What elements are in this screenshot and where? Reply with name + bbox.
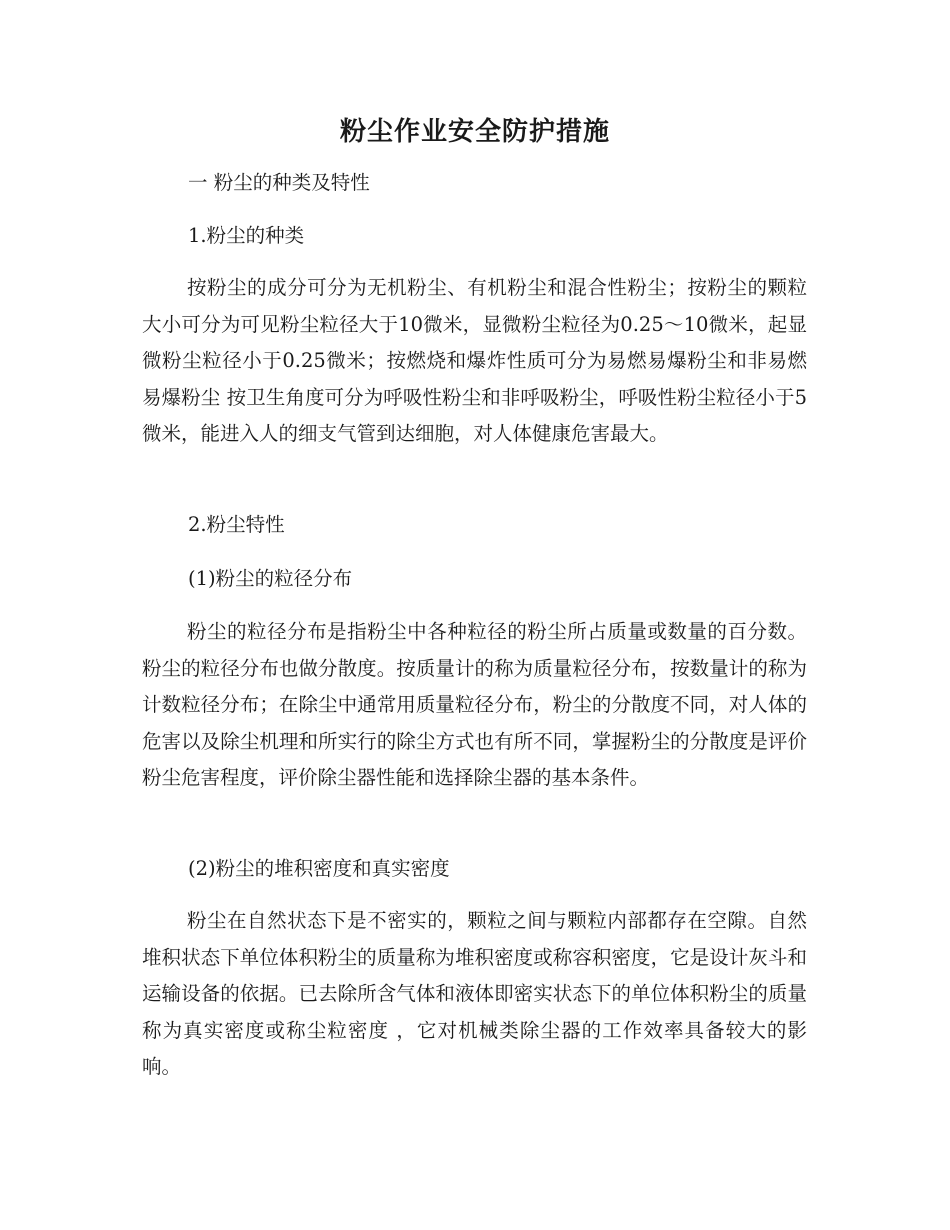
item-heading-particle-size: (1)粉尘的粒径分布 <box>188 567 353 590</box>
paragraph-particle-size: 粉尘的粒径分布是指粉尘中各种粒径的粉尘所占质量或数量的百分数。粉尘的粒径分布也做分散度。按质量计的称为质量粒径分布，按数量计的称为计数粒径分布；在除尘中通常用质量粒径分布，粉尘的分散度不同，对人体的危害以及除尘机理和所实行的除尘方式也有所不同，掌握粉尘的分散度是评价粉尘危害程度，评价除尘器性能和选择除尘器的基本条件。 <box>142 620 807 789</box>
paragraph-density: 粉尘在自然状态下是不密实的，颗粒之间与颗粒内部都存在空隙。自然堆积状态下单位体积粉尘的质量称为堆积密度或称容积密度，它是设计灰斗和运输设备的依据。已去除所含气体和液体即密实状态下的单位体积粉尘的质量称为真实密度或称尘粒密度 ，它对机械类除尘器的工作效率具备较大的影响。 <box>142 909 807 1078</box>
item-heading-density: (2)粉尘的堆积密度和真实密度 <box>188 857 450 880</box>
subsection-heading-dust-types: 1.粉尘的种类 <box>188 224 305 247</box>
document-title: 粉尘作业安全防护措施 <box>339 117 610 147</box>
paragraph-dust-types: 按粉尘的成分可分为无机粉尘、有机粉尘和混合性粉尘；按粉尘的颗粒大小可分为可见粉尘粒径大于10微米，显微粉尘粒径为0.25～10微米，起显微粉尘粒径小于0.25微米；按燃烧和爆炸性质可分为易燃易爆粉尘和非易燃易爆粉尘 按卫生角度可分为呼吸性粉尘和非呼吸粉尘，呼吸性粉尘粒径小于5 微米，能进入人的细支气管到达细胞，对人体健康危害最大。 <box>142 276 807 445</box>
subsection-heading-dust-properties: 2.粉尘特性 <box>188 513 285 536</box>
section-heading-1: 一 粉尘的种类及特性 <box>188 171 370 194</box>
